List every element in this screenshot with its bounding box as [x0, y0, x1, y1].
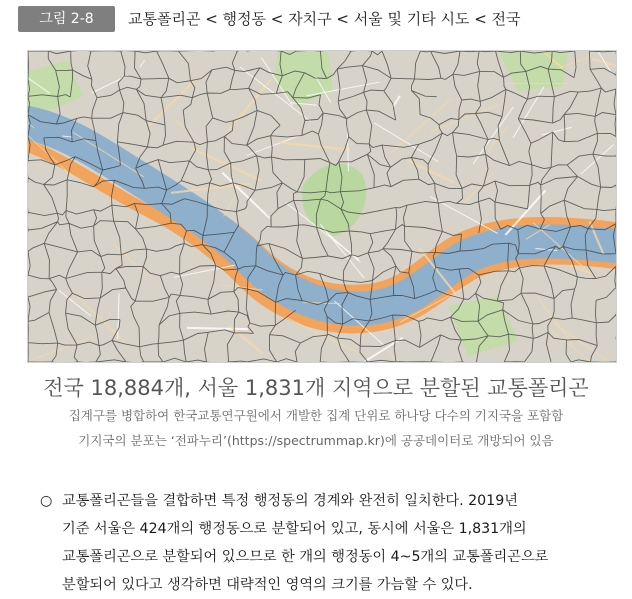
figure-caption-note-1: 집계구를 병합하여 한국교통연구원에서 개발한 집계 단위로 하나당 다수의 기지국을 포함함	[0, 406, 632, 424]
paragraph-line-2: 기준 서울은 424개의 행정동으로 분할되어 있고, 동시에 서울은 1,831개의	[40, 515, 620, 543]
map-road	[187, 328, 248, 329]
paragraph-line-3: 교통폴리곤으로 분할되어 있으므로 한 개의 행정동이 4~5개의 교통폴리곤으로	[40, 543, 620, 571]
polygon-map-image	[27, 50, 617, 363]
figure-title: 교통폴리곤 < 행정동 < 자치구 < 서울 및 기타 시도 < 전국	[128, 6, 521, 32]
paragraph-line-4: 분할되어 있다고 생각하면 대략적인 영역의 크기를 가늠할 수 있다.	[40, 571, 620, 599]
map-canvas	[28, 51, 616, 362]
body-paragraph	[40, 487, 620, 599]
figure-number-badge: 그림 2-8	[18, 6, 115, 32]
paragraph-text-1: 교통폴리곤들을 결합하면 특정 행정동의 경계와 완전히 일치한다. 2019년	[62, 493, 518, 509]
circle-bullet-icon: ○	[40, 487, 62, 515]
paragraph-line-1	[40, 487, 620, 515]
figure-header	[18, 6, 618, 34]
figure-caption-note-2: 기지국의 분포는 ‘전파누리’(https://spectrummap.kr)에 공공데이터로 개방되어 있음	[0, 431, 632, 449]
figure-caption: 전국 18,884개, 서울 1,831개 지역으로 분할된 교통폴리곤	[0, 372, 632, 402]
